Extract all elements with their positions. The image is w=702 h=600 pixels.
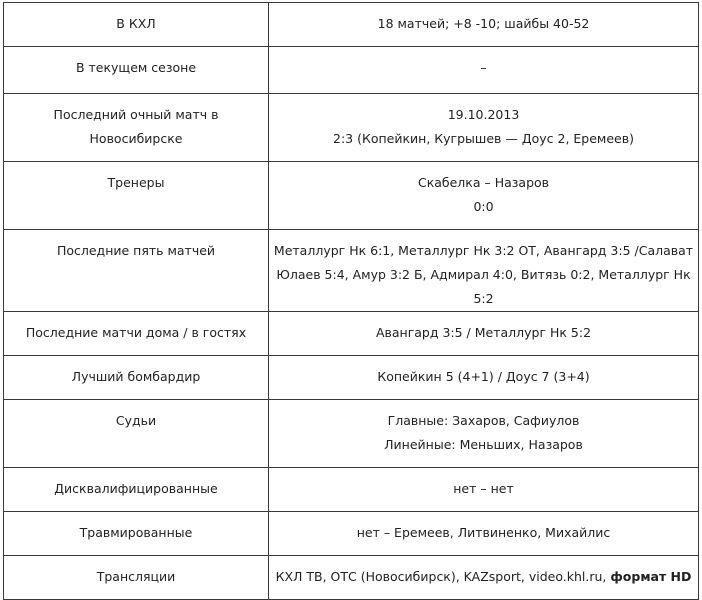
row-label-top-scorer: Лучший бомбардир [4,356,269,400]
value-line: нет – Еремеев, Литвиненко, Михайлис [356,525,611,540]
row-label-last-five: Последние пять матчей [4,230,269,312]
table-row [4,230,699,312]
table-row [4,47,699,94]
value-line: 19.10.2013 [447,107,520,122]
value-line: Копейкин 5 (4+1) / Доус 7 (3+4) [377,369,590,384]
match-info-table [3,2,699,600]
row-value-top-scorer [269,356,699,400]
row-label-khl: В КХЛ [4,3,269,47]
table-row [4,312,699,356]
row-label-last-match: Последний очный матч в Новосибирске [4,94,269,162]
value-line [275,565,692,589]
row-label-broadcasts: Трансляции [4,556,269,600]
value-line: Скабелка – Назаров [417,175,550,190]
row-value-home-away [269,312,699,356]
table-row [4,3,699,47]
row-label-current-season: В текущем сезоне [4,47,269,94]
table-row [4,162,699,230]
table-row [4,94,699,162]
row-value-current-season [269,47,699,94]
row-value-khl [269,3,699,47]
table-row [4,468,699,512]
broadcast-channels: КХЛ ТВ, ОТС (Новосибирск), KAZsport, video.khl.ru, [275,569,611,584]
broadcast-format: формат HD [610,569,692,584]
value-line: Линейные: Меньших, Назаров [384,437,583,452]
row-label-referees: Судьи [4,400,269,468]
row-label-disqualified: Дисквалифицированные [4,468,269,512]
row-label-home-away: Последние матчи дома / в гостях [4,312,269,356]
row-value-injured [269,512,699,556]
row-value-coaches [269,162,699,230]
value-line: 18 матчей; +8 -10; шайбы 40-52 [377,16,590,31]
table-row [4,356,699,400]
table-row [4,556,699,600]
value-line: Авангард 3:5 / Металлург Нк 5:2 [375,325,592,340]
row-label-injured: Травмированные [4,512,269,556]
table-row [4,512,699,556]
row-value-referees [269,400,699,468]
value-line: – [480,60,487,75]
row-value-broadcasts [269,556,699,600]
value-line: Главные: Захаров, Сафиулов [387,413,580,428]
row-label-coaches: Тренеры [4,162,269,230]
row-value-disqualified [269,468,699,512]
row-value-last-five [269,230,699,312]
value-line: 0:0 [473,199,494,214]
table-row [4,400,699,468]
value-line: Юлаев 5:4, Амур 3:2 Б, Адмирал 4:0, Витязь 0:2, Металлург Нк 5:2 [276,267,691,306]
value-line: нет – нет [453,481,514,496]
row-value-last-match [269,94,699,162]
value-line: 2:3 (Копейкин, Кугрышев — Доус 2, Еремеев) [333,131,634,146]
value-line: Металлург Нк 6:1, Металлург Нк 3:2 ОТ, Авангард 3:5 /Салават [273,243,694,258]
